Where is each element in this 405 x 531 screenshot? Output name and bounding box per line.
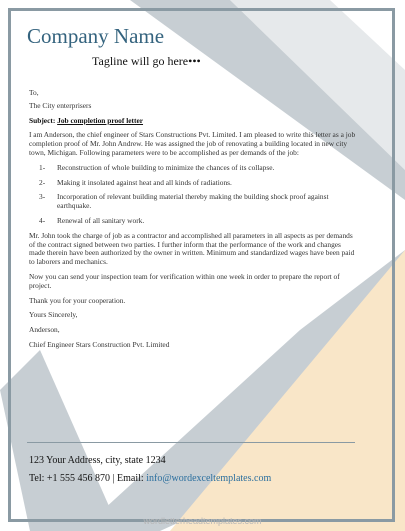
subject-label: Subject: <box>29 115 56 125</box>
footer-email-link[interactable]: info@wordexceltemplates.com <box>146 473 272 484</box>
parameter-list <box>29 164 357 226</box>
closing-line: Yours Sincerely, <box>29 310 78 320</box>
list-item <box>39 177 357 188</box>
list-text: Reconstruction of whole building to minimize the chances of its collapse. <box>57 162 275 172</box>
signer-name: Anderson, <box>29 325 60 335</box>
company-name: Company Name <box>27 24 165 48</box>
list-text: Renewal of all sanitary work. <box>57 215 145 225</box>
list-text: Making it insolated against heat and all kinds of radiations. <box>57 177 232 187</box>
footer-address: 123 Your Address, city, state 1234 <box>29 455 166 466</box>
subject-line <box>29 117 357 126</box>
list-text: Incorporation of relevant building material thereby making the building shock proof against earthquake. <box>57 192 329 211</box>
list-number: 4- <box>39 215 46 225</box>
watermark: wordletterheadtemplates.com <box>143 516 262 526</box>
thanks-line: Thank you for your cooperation. <box>29 295 126 305</box>
list-item <box>39 215 357 226</box>
footer-divider <box>27 442 355 443</box>
recipient: The City enterprisers <box>29 100 92 110</box>
footer-contact <box>29 473 271 484</box>
list-item <box>39 162 357 173</box>
list-item <box>39 192 357 211</box>
to-label: To, <box>29 88 39 97</box>
intro-paragraph: I am Anderson, the chief engineer of Stars Constructions Pvt. Limited. I am pleased to write this letter as a job completion proof of Mr. John Andrew. He was assigned the job of renovating a building located in new city town, Michigan. Following parameters were to be accomplished as per demands of the job: <box>29 130 356 157</box>
signer-title: Chief Engineer Stars Construction Pvt. Limited <box>29 339 170 349</box>
letter-to <box>29 89 357 98</box>
subject-text: Job completion proof letter <box>57 115 144 125</box>
list-number: 1- <box>39 162 46 172</box>
list-number: 3- <box>39 192 46 202</box>
body-paragraph-2: Now you can send your inspection team for verification within one week in order to prepare the report of project. <box>29 271 340 290</box>
letter-body <box>29 89 357 356</box>
list-number: 2- <box>39 177 46 187</box>
footer-phone: Tel: +1 555 456 870 | Email: <box>29 473 147 484</box>
body-paragraph-1: Mr. John took the charge of job as a contractor and accomplished all parameters in all aspects as per demands of the contract signed between two parties. I further inform that the performance of the work and changes made therein have been authorized by the owner in written. Minimum and standardized wages have been paid to laborers and mechanics. <box>29 230 355 267</box>
tagline: Tagline will go here••• <box>92 54 201 68</box>
